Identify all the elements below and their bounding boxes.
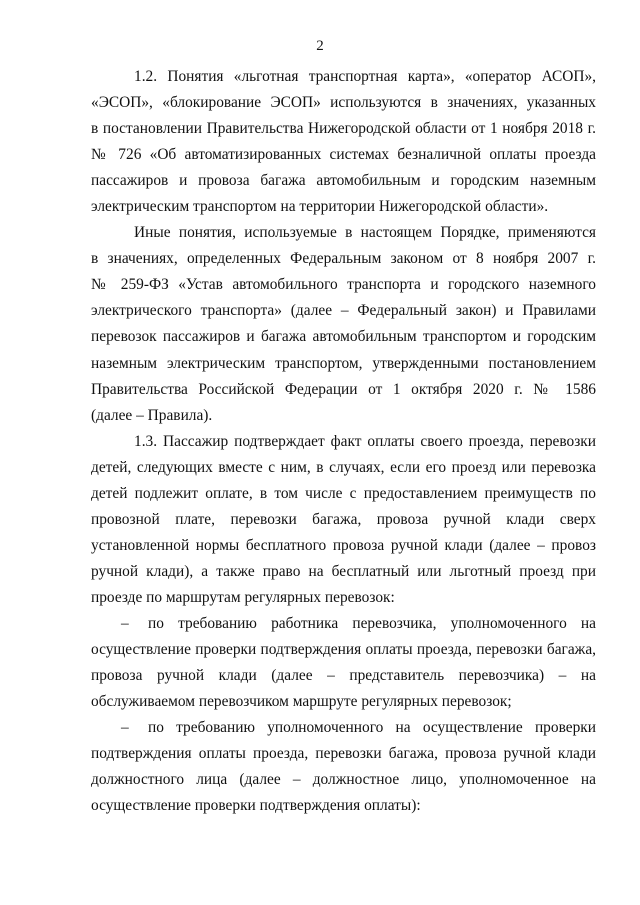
document-body (91, 64, 596, 819)
paragraph-1-3-line: 1.3. Пассажир подтверждает факт оплаты своего проезда, перевозки (134, 432, 596, 450)
paragraph-definitions-line: электрического транспорта» (далее – Федеральный закон) и Правилами (91, 302, 596, 320)
list-item-line: должностного лица (далее – должностное лицо, уполномоченное на (91, 771, 596, 789)
paragraph-1-2-line: пассажиров и провоза багажа автомобильным и городским наземным (91, 172, 596, 190)
list-item-line: подтверждения оплаты проезда, перевозки багажа, провоза ручной клади (91, 745, 596, 763)
paragraph-1-3-line: детей подлежит оплате, в том числе с предоставлением преимуществ по (91, 484, 596, 502)
paragraph-1-3-line: установленной нормы бесплатного провоза ручной клади (далее – провоз (91, 536, 596, 554)
paragraph-definitions-line: № 259-ФЗ «Устав автомобильного транспорта и городского наземного (91, 276, 596, 294)
list-item-line: провоза ручной клади (далее – представитель перевозчика) – на (91, 667, 596, 685)
paragraph-definitions-line: в значениях, определенных Федеральным законом от 8 ноября 2007 г. (91, 250, 596, 268)
paragraph-definitions-line: Иные понятия, используемые в настоящем Порядке, применяются (134, 224, 596, 242)
paragraph-definitions-line: наземным электрическим транспортом, утвержденными постановлением (91, 354, 596, 372)
paragraph-1-2-line: в постановлении Правительства Нижегородской области от 1 ноября 2018 г. (91, 120, 596, 138)
paragraph-1-3-line: проезде по маршрутам регулярных перевозок: (91, 588, 395, 606)
list-item (91, 611, 596, 637)
page-number: 2 (316, 38, 324, 54)
paragraph-1-2-line: 1.2. Понятия «льготная транспортная карта», «оператор АСОП», (134, 68, 596, 85)
list-item-line: осуществление проверки подтверждения оплаты проезда, перевозки багажа, (91, 641, 596, 659)
paragraph-definitions-line: (далее – Правила). (91, 406, 213, 424)
paragraph-definitions-line: Правительства Российской Федерации от 1 октября 2020 г. № 1586 (91, 380, 596, 398)
list-item-line: обслуживаемом перевозчиком маршруте регулярных перевозок; (91, 693, 512, 711)
list-item-line: осуществление проверки подтверждения оплаты): (91, 797, 421, 815)
list-dash: – (121, 614, 129, 632)
list-item (91, 715, 596, 741)
list-item-text: по требованию уполномоченного на осуществление проверки (148, 719, 596, 737)
paragraph-definitions-line: перевозок пассажиров и багажа автомобильным транспортом и городским (91, 328, 596, 346)
paragraph-1-2-line: электрическим транспортом на территории Нижегородской области». (91, 198, 549, 216)
paragraph-1-2-line: № 726 «Об автоматизированных системах безналичной оплаты проезда (91, 146, 596, 164)
paragraph-1-3-line: провозной плате, перевозки багажа, провоза ручной клади сверх (91, 510, 596, 528)
paragraph-1-3-line: ручной клади), а также право на бесплатный или льготный проезд при (91, 562, 596, 580)
paragraph-1-3-line: детей, следующих вместе с ним, в случаях, если его проезд или перевозка (91, 458, 596, 476)
paragraph-1-2-line: «ЭСОП», «блокирование ЭСОП» используются в значениях, указанных (91, 94, 596, 112)
list-item-text: по требованию работника перевозчика, уполномоченного на (148, 614, 596, 632)
list-dash: – (121, 719, 129, 737)
